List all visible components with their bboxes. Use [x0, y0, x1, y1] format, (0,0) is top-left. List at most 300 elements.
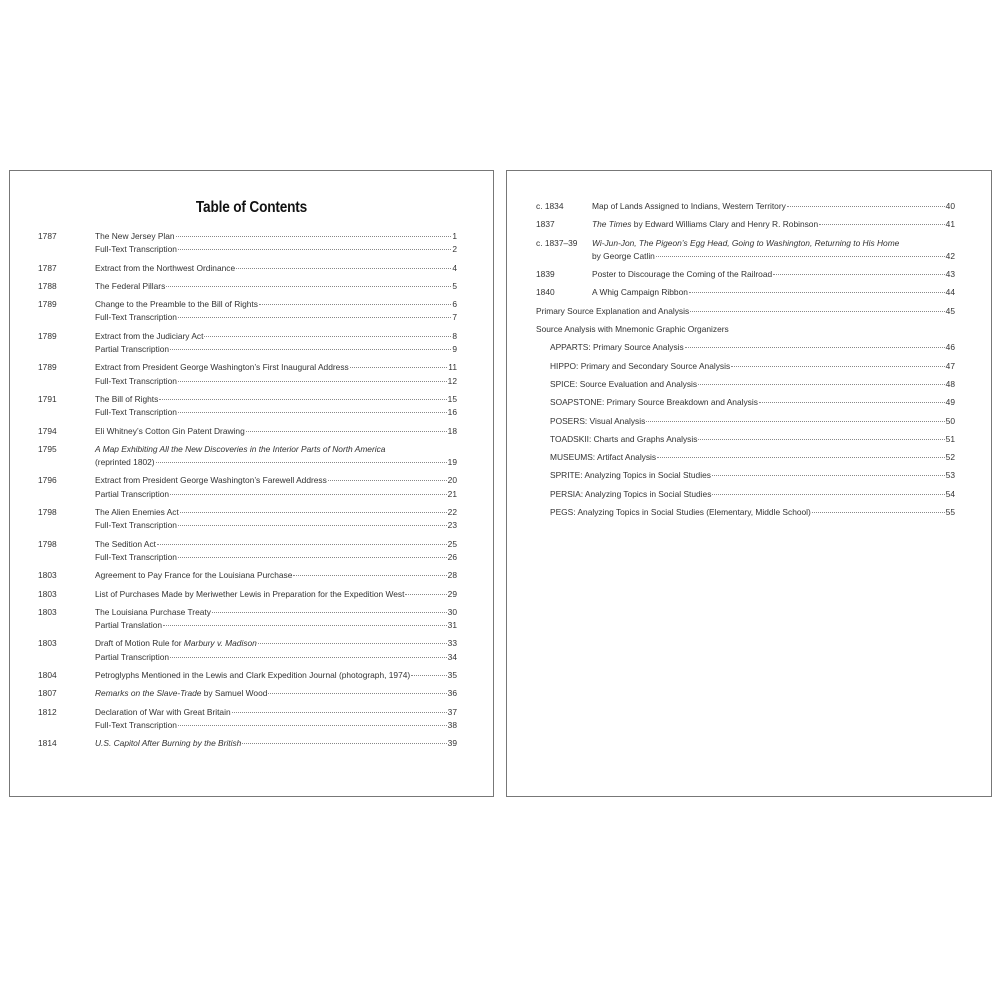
toc-line: [536, 323, 955, 336]
toc-entry-title: [550, 415, 645, 428]
toc-entry-lines: [592, 286, 991, 299]
toc-entry[interactable]: [10, 687, 493, 700]
toc-entry[interactable]: [507, 341, 991, 354]
title-segment: Petroglyphs Mentioned in the Lewis and Clark Expedition Journal (photograph, 1974): [95, 670, 411, 681]
toc-line: [95, 393, 457, 406]
toc-year: c. 1837–39: [536, 237, 578, 248]
toc-entry-title: [95, 443, 385, 456]
toc-line: [95, 687, 457, 700]
toc-entry-title: [592, 218, 818, 231]
toc-entry-title: [550, 506, 811, 519]
toc-entry[interactable]: [10, 706, 493, 733]
toc-page-number: 50: [945, 415, 955, 426]
toc-year: 1803: [38, 606, 57, 617]
title-segment: Agreement to Pay France for the Louisiana Purchase: [95, 570, 293, 581]
dot-leader: [170, 494, 447, 495]
toc-line: [550, 451, 955, 464]
toc-entry-title: [592, 250, 655, 263]
dot-leader: [411, 675, 446, 676]
toc-page-number: 55: [945, 507, 955, 518]
toc-entry-lines: [95, 298, 493, 325]
toc-page-number: 54: [945, 488, 955, 499]
toc-entry[interactable]: [507, 305, 991, 318]
toc-page-number: 8: [452, 330, 457, 341]
toc-year: 1814: [38, 738, 57, 749]
toc-entry-title: [550, 396, 758, 409]
dot-leader: [178, 525, 447, 526]
toc-entry-title: [550, 433, 697, 446]
title-segment: The Sedition Act: [95, 538, 156, 549]
toc-year: 1787: [38, 262, 57, 273]
toc-line: [550, 378, 955, 391]
toc-entry-title: [536, 305, 689, 318]
toc-entry-lines: [95, 606, 493, 633]
toc-page-number: 12: [447, 375, 457, 386]
dot-leader: [657, 457, 945, 458]
toc-line: [95, 506, 457, 519]
toc-page-number: 20: [447, 475, 457, 486]
toc-entry-lines: [95, 443, 493, 470]
title-segment: Full-Text Transcription: [95, 551, 177, 562]
toc-line: [536, 305, 955, 318]
title-segment: The Federal Pillars: [95, 280, 166, 291]
toc-page-number: 44: [945, 287, 955, 298]
toc-line: [592, 250, 955, 263]
toc-entry-lines: [95, 262, 493, 275]
toc-page-number: 16: [447, 407, 457, 418]
title-segment: TOADSKII: Charts and Graphs Analysis: [550, 433, 698, 444]
dot-leader: [204, 336, 451, 337]
toc-entry[interactable]: [10, 443, 493, 470]
toc-page-number: 7: [452, 312, 457, 323]
title-segment: Partial Transcription: [95, 651, 170, 662]
dot-leader: [212, 612, 447, 613]
toc-line: [95, 311, 457, 324]
toc-line: [95, 619, 457, 632]
dot-leader: [690, 311, 945, 312]
toc-year: 1803: [38, 570, 57, 581]
toc-entry-title: [95, 538, 156, 551]
toc-year: [507, 378, 550, 391]
toc-entry-title: [95, 506, 179, 519]
toc-line: [592, 268, 955, 281]
toc-page-number: 30: [447, 606, 457, 617]
dot-leader: [646, 421, 944, 422]
toc-entry-title: [536, 323, 729, 336]
title-segment: POSERS: Visual Analysis: [550, 415, 646, 426]
toc-entry-title: [95, 551, 177, 564]
dot-leader: [698, 439, 944, 440]
toc-entry-lines: [592, 237, 991, 264]
toc-year: 1807: [38, 688, 57, 699]
toc-entry[interactable]: [507, 433, 991, 446]
toc-entry[interactable]: [10, 393, 493, 420]
toc-page-number: 31: [447, 620, 457, 631]
toc-entry[interactable]: [10, 230, 493, 257]
title-segment: PEGS: Analyzing Topics in Social Studies (Elementary, Middle School): [550, 507, 811, 518]
dot-leader: [773, 274, 945, 275]
toc-entry-title: [95, 230, 175, 243]
toc-line: [95, 443, 457, 456]
toc-entry-title: [550, 469, 711, 482]
dot-leader: [819, 224, 945, 225]
dot-leader: [712, 494, 944, 495]
toc-line: [95, 456, 457, 469]
toc-year: 1789: [38, 362, 57, 373]
toc-entry-lines: [95, 637, 493, 664]
toc-entry[interactable]: [10, 669, 493, 682]
toc-entry-lines: [95, 474, 493, 501]
toc-entry-lines: [550, 451, 991, 464]
toc-entry-lines: [95, 280, 493, 293]
toc-entry-title: [550, 341, 684, 354]
toc-entry-lines: [550, 506, 991, 519]
toc-year: [507, 360, 550, 373]
toc-entry[interactable]: [507, 286, 991, 299]
toc-entry[interactable]: [507, 360, 991, 373]
toc-entry[interactable]: [10, 637, 493, 664]
toc-page-number: 1: [452, 231, 457, 241]
toc-year: 1839: [536, 269, 555, 280]
toc-entry-lines: [95, 737, 493, 750]
toc-entry-title: [95, 406, 177, 419]
toc-entry-title: [95, 737, 241, 750]
toc-entry-lines: [95, 330, 493, 357]
dot-leader: [236, 268, 451, 269]
toc-entry-lines: [95, 361, 493, 388]
toc-entry[interactable]: [10, 538, 493, 565]
toc-line: [95, 280, 457, 293]
toc-line: [550, 469, 955, 482]
toc-line: [95, 343, 457, 356]
right-page: [506, 170, 992, 797]
toc-entry[interactable]: [10, 474, 493, 501]
toc-entry-title: [95, 719, 177, 732]
page-title: Table of Contents: [195, 199, 308, 216]
toc-line: [95, 406, 457, 419]
toc-entry[interactable]: [507, 469, 991, 482]
toc-page-number: 45: [945, 305, 955, 316]
toc-entry-title: [95, 330, 203, 343]
toc-entry[interactable]: [10, 330, 493, 357]
title-segment: A Map Exhibiting All the New Discoveries in the Interior Parts of North America: [95, 443, 386, 454]
toc-entry[interactable]: [507, 200, 991, 213]
toc-entry[interactable]: [10, 588, 493, 601]
toc-entry[interactable]: [507, 268, 991, 281]
toc-year: 1803: [38, 588, 57, 599]
title-segment: Poster to Discourage the Coming of the Railroad: [592, 269, 773, 280]
dot-leader: [259, 304, 451, 305]
toc-entry-lines: [592, 218, 991, 231]
toc-page-number: 42: [945, 250, 955, 261]
toc-year: 1789: [38, 299, 57, 310]
toc-line: [550, 396, 955, 409]
toc-entry-title: [95, 474, 327, 487]
dot-leader: [689, 292, 945, 293]
toc-entry-title: [592, 268, 772, 281]
toc-page-number: 5: [452, 280, 457, 291]
toc-year: [507, 451, 550, 464]
toc-page-number: 26: [447, 551, 457, 562]
toc-entry-lines: [95, 706, 493, 733]
toc-page-number: 53: [945, 470, 955, 481]
toc-entry-title: [95, 311, 177, 324]
toc-entry[interactable]: [507, 218, 991, 231]
toc-entry-title: [592, 286, 688, 299]
toc-entry-lines: [95, 230, 493, 257]
toc-page-number: 4: [452, 262, 457, 273]
toc-year: 1794: [38, 425, 57, 436]
toc-entry[interactable]: [10, 280, 493, 293]
toc-entry-title: [550, 378, 697, 391]
toc-year: 1798: [38, 538, 57, 549]
toc-entry-title: [95, 606, 211, 619]
toc-year: [507, 323, 536, 336]
toc-year: 1791: [38, 393, 57, 404]
title-segment: Change to the Preamble to the Bill of Rights: [95, 299, 258, 310]
toc-entry[interactable]: [10, 262, 493, 275]
toc-page-number: 37: [447, 706, 457, 717]
title-segment: Wi-Jun-Jon, The Pigeon’s Egg Head, Going to Washington, Returning to His Home: [592, 237, 900, 248]
dot-leader: [246, 431, 447, 432]
toc-entry-title: [95, 687, 267, 700]
dot-leader: [350, 367, 448, 368]
toc-entry-title: [95, 361, 349, 374]
toc-line: [95, 230, 457, 243]
toc-entry[interactable]: [507, 396, 991, 409]
toc-year: [507, 506, 550, 519]
dot-leader: [232, 712, 447, 713]
toc-line: [592, 237, 955, 250]
toc-entry[interactable]: [10, 737, 493, 750]
toc-page-number: 6: [452, 299, 457, 310]
title-segment: by George Catlin: [592, 250, 655, 261]
dot-leader: [157, 544, 447, 545]
toc-year: c. 1834: [536, 201, 564, 211]
title-segment: Declaration of War with Great Britain: [95, 706, 231, 717]
toc-line: [592, 286, 955, 299]
toc-entry[interactable]: [10, 569, 493, 582]
dot-leader: [180, 512, 447, 513]
toc-entry-title: [95, 393, 158, 406]
toc-page-number: 41: [945, 219, 955, 230]
toc-entry-title: [550, 360, 730, 373]
toc-page-number: 33: [447, 638, 457, 649]
dot-leader: [178, 412, 447, 413]
toc-entry-title: [95, 588, 404, 601]
toc-entry-title: [95, 243, 177, 256]
toc-line: [95, 519, 457, 532]
toc-line: [95, 425, 457, 438]
dot-leader: [178, 381, 447, 382]
toc-entry-title: [550, 488, 711, 501]
toc-entry-lines: [95, 669, 493, 682]
toc-page-number: 18: [447, 425, 457, 436]
title-segment: The Bill of Rights: [95, 393, 159, 404]
dot-leader: [731, 366, 945, 367]
title-segment: Full-Text Transcription: [95, 244, 177, 255]
toc-entry-title: [95, 619, 162, 632]
toc-entry-lines: [550, 469, 991, 482]
toc-entry[interactable]: [507, 237, 991, 264]
toc-entry-lines: [550, 488, 991, 501]
toc-year: 1803: [38, 638, 57, 649]
toc-page-number: 29: [447, 588, 457, 599]
toc-entry-title: [592, 237, 899, 250]
left-toc-list: [10, 230, 493, 751]
toc-line: [550, 433, 955, 446]
toc-year: 1795: [38, 443, 57, 454]
toc-page-number: 36: [447, 688, 457, 699]
title-segment: Extract from President George Washington’s First Inaugural Address: [95, 362, 349, 373]
toc-line: [95, 375, 457, 388]
dot-leader: [328, 480, 447, 481]
title-segment: The Alien Enemies Act: [95, 507, 179, 518]
title-segment: SOAPSTONE: Primary Source Breakdown and Analysis: [550, 397, 758, 408]
toc-line: [592, 200, 955, 213]
toc-entry[interactable]: [507, 415, 991, 428]
title-segment: Full-Text Transcription: [95, 312, 177, 323]
toc-entry-lines: [550, 396, 991, 409]
toc-line: [550, 360, 955, 373]
toc-page-number: 22: [447, 507, 457, 518]
dot-leader: [405, 594, 446, 595]
toc-entry-lines: [592, 268, 991, 281]
dot-leader: [293, 575, 446, 576]
dot-leader: [712, 475, 945, 476]
toc-page-number: 47: [945, 360, 955, 371]
toc-line: [95, 569, 457, 582]
toc-entry-title: [95, 488, 169, 501]
toc-page-number: 19: [447, 457, 457, 468]
toc-entry[interactable]: [507, 488, 991, 501]
toc-year: 1840: [536, 287, 555, 298]
toc-year: [507, 433, 550, 446]
toc-entry-title: [95, 425, 245, 438]
right-toc-list: [507, 200, 991, 519]
dot-leader: [178, 725, 447, 726]
toc-year: 1812: [38, 706, 57, 717]
toc-entry-lines: [550, 415, 991, 428]
title-segment: SPICE: Source Evaluation and Analysis: [550, 378, 698, 389]
dot-leader: [163, 625, 447, 626]
toc-year: [507, 488, 550, 501]
toc-entry-lines: [95, 393, 493, 420]
toc-entry[interactable]: [10, 298, 493, 325]
toc-entry-title: [550, 451, 656, 464]
toc-entry-title: [95, 706, 231, 719]
dot-leader: [656, 256, 945, 257]
title-segment: A Whig Campaign Ribbon: [592, 287, 688, 298]
toc-entry[interactable]: [507, 378, 991, 391]
toc-page-number: 38: [447, 719, 457, 730]
toc-entry[interactable]: [10, 506, 493, 533]
toc-entry[interactable]: [507, 506, 991, 519]
toc-line: [550, 415, 955, 428]
dot-leader: [685, 347, 945, 348]
toc-entry[interactable]: [10, 425, 493, 438]
title-segment: HIPPO: Primary and Secondary Source Analysis: [550, 360, 731, 371]
title-segment: Full-Text Transcription: [95, 719, 177, 730]
title-segment: Remarks on the Slave-Trade: [95, 688, 202, 699]
toc-entry-lines: [550, 433, 991, 446]
title-segment: Partial Transcription: [95, 488, 170, 499]
toc-line: [95, 651, 457, 664]
toc-entry[interactable]: [10, 606, 493, 633]
toc-page-number: 21: [447, 488, 457, 499]
toc-year: 1798: [38, 507, 57, 518]
title-segment: Partial Transcription: [95, 344, 170, 355]
toc-entry-lines: [536, 305, 991, 318]
toc-year: 1837: [536, 219, 555, 230]
toc-entry-lines: [95, 588, 493, 601]
toc-year: 1787: [38, 231, 57, 241]
toc-page-number: 2: [452, 244, 457, 255]
toc-page-number: 51: [945, 433, 955, 444]
dot-leader: [268, 693, 446, 694]
toc-entry-title: [95, 569, 292, 582]
toc-line: [95, 551, 457, 564]
toc-page-number: 43: [945, 269, 955, 280]
toc-year: 1804: [38, 670, 57, 681]
toc-entry-title: [95, 280, 165, 293]
dot-leader: [178, 557, 447, 558]
toc-year: [507, 415, 550, 428]
toc-page-number: 11: [448, 362, 457, 373]
toc-line: [95, 669, 457, 682]
toc-page-number: 46: [945, 342, 955, 353]
title-segment: Full-Text Transcription: [95, 375, 177, 386]
toc-year: [507, 396, 550, 409]
toc-entry-lines: [550, 378, 991, 391]
title-segment: The Louisiana Purchase Treaty: [95, 606, 211, 617]
toc-line: [95, 706, 457, 719]
toc-page-number: 23: [447, 520, 457, 531]
toc-line: [95, 330, 457, 343]
dot-leader: [698, 384, 945, 385]
left-page: [9, 170, 494, 797]
toc-entry-lines: [550, 360, 991, 373]
dot-leader: [156, 462, 447, 463]
toc-line: [95, 262, 457, 275]
toc-page-number: 25: [447, 538, 457, 549]
toc-entry-title: [95, 519, 177, 532]
toc-line: [95, 737, 457, 750]
toc-entry[interactable]: [10, 361, 493, 388]
toc-line: [95, 298, 457, 311]
toc-entry-title: [95, 262, 235, 275]
toc-page-number: 34: [447, 651, 457, 662]
title-segment: The Times: [592, 219, 632, 230]
dot-leader: [170, 657, 447, 658]
toc-line: [592, 218, 955, 231]
toc-page-number: 15: [447, 393, 457, 404]
title-segment: by Samuel Wood: [201, 688, 268, 699]
title-segment: Extract from the Northwest Ordinance: [95, 262, 236, 273]
toc-entry-lines: [95, 425, 493, 438]
toc-entry[interactable]: [507, 323, 991, 336]
toc-entry[interactable]: [507, 451, 991, 464]
toc-line: [95, 637, 457, 650]
toc-line: [95, 588, 457, 601]
toc-entry-lines: [95, 569, 493, 582]
toc-page-number: 9: [452, 344, 457, 355]
toc-page-number: 28: [447, 570, 457, 581]
toc-page-number: 39: [447, 738, 457, 749]
toc-line: [95, 606, 457, 619]
title-segment: Partial Translation: [95, 620, 163, 631]
toc-line: [550, 488, 955, 501]
